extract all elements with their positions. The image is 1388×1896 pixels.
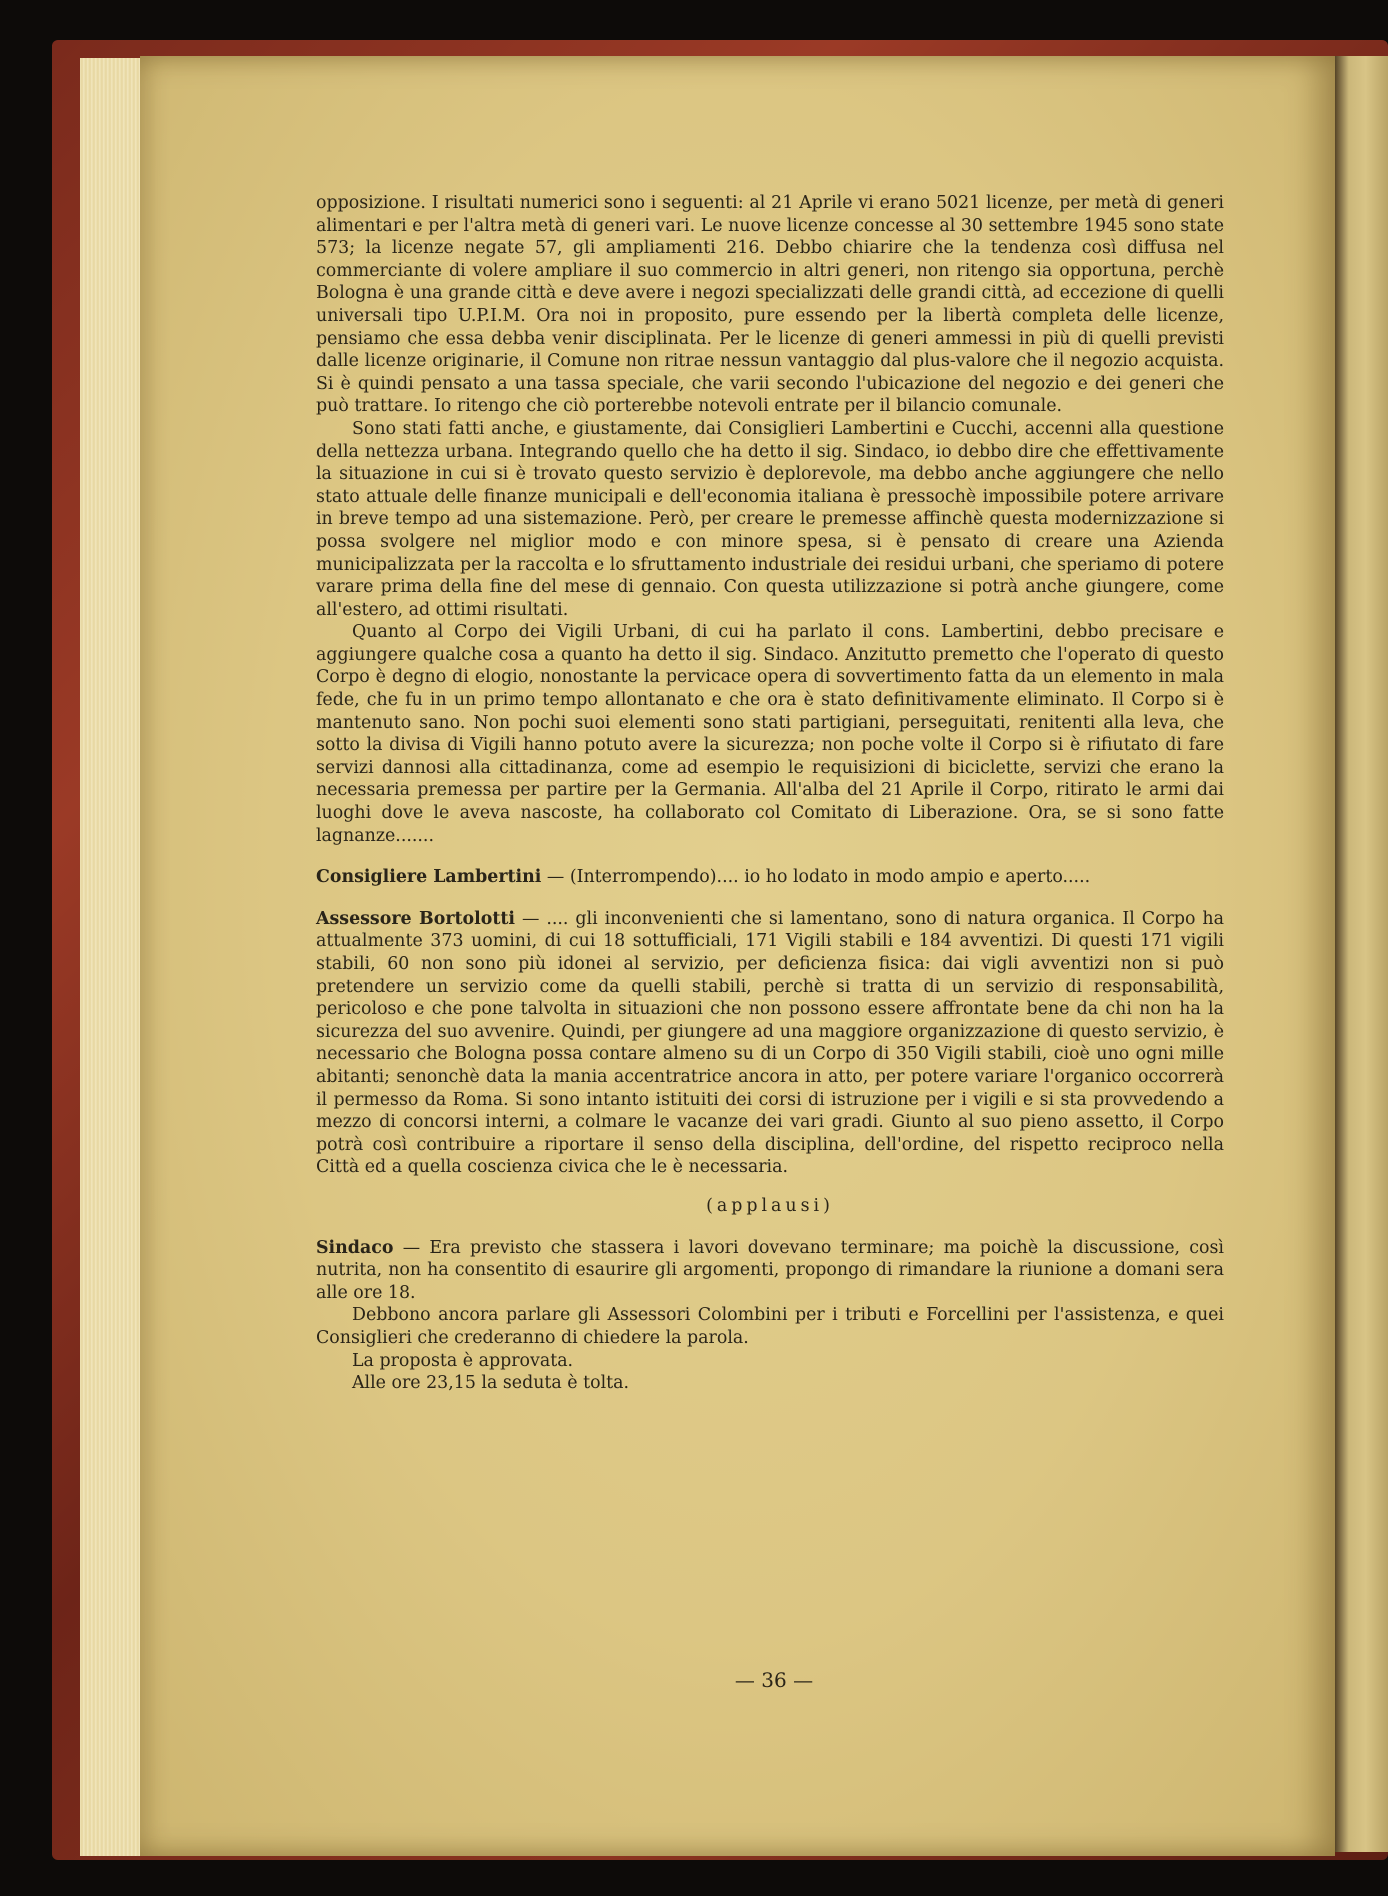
paragraph-nettezza-urbana: Sono stati fatti anche, e giustamente, dai Consiglieri Lambertini e Cucchi, accenni alla questione della nettezza urbana. Integrando quello che ha detto il sig. Sindaco, io debbo dire che effettivamente la situazione in cui si è trovato questo servizio è deplorevole, ma debbo anche aggiungere che nello stato attuale delle finanze municipali e dell'economia italiana è pressochè impossibile potere arrivare in breve tempo ad una sistemazione. Però, per creare le premesse affinchè questa modernizzazione si possa svolgere nel miglior modo e con minore spesa, si è pensato di creare una Azienda municipalizzata per la raccolta e lo sfruttamento industriale dei residui urbani, che speriamo di potere varare prima della fine del mese di gennaio. Con questa utilizzazione si potrà anche giungere, come all'estero, ad ottimi risultati. (316, 418, 1224, 620)
page-number: — 36 — (734, 1668, 814, 1692)
speech-text: — (Interrompendo).... io ho lodato in modo ampio e aperto..... (546, 867, 1091, 888)
page-body (316, 192, 1224, 1395)
paragraph-session-closed: Alle ore 23,15 la seduta è tolta. (352, 1373, 630, 1394)
speech-lambertini (316, 866, 1224, 889)
paragraph-vigili-urbani: Quanto al Corpo dei Vigili Urbani, di cui ha parlato il cons. Lambertini, debbo precisare e aggiungere qualche cosa a quanto ha detto il sig. Sindaco. Anzitutto premetto che l'operato di questo Corpo è degno di elogio, nonostante la pervicace opera di sovvertimento fatta da un elemento in mala fede, che fu in un primo tempo allontanato e che ora è stato definitivamente eliminato. Il Corpo si è mantenuto sano. Non pochi suoi elementi sono stati partigiani, perseguitati, renitenti alla leva, che sotto la divisa di Vigili hanno potuto avere la sicurezza; non poche volte il Corpo si è rifiutato di fare servizi dannosi alla cittadinanza, come ad esempio le requisizioni di biciclette, servizi che erano la necessaria premessa per partire per la Germania. All'alba del 21 Aprile il Corpo, ritirato le armi dai luoghi dove le aveva nascoste, ha collaborato col Comitato di Liberazione. Ora, se si sono fatte lagnanze....... (316, 622, 1224, 846)
speech-sindaco (316, 1237, 1224, 1305)
speech-bortolotti (316, 908, 1224, 1179)
paragraph-opening: opposizione. I risultati numerici sono i seguenti: al 21 Aprile vi erano 5021 licenze, per metà di generi alimentari e per l'altra metà di generi vari. Le nuove licenze concesse al 30 settembre 1945 sono state 573; la licenze negate 57, gli ampliamenti 216. Debbo chiarire che la tendenza così diffusa nel commerciante di volere ampliare il suo commercio in altri generi, non ritengo sia opportuna, perchè Bologna è una grande città e deve avere i negozi specializzati delle grandi città, ad eccezione di quelli universali tipo U.P.I.M. Ora noi in proposito, pure essendo per la libertà completa delle licenze, pensiamo che essa debba venir disciplinata. Per le licenze di generi ammessi in più di quelli previsti dalle licenze originarie, il Comune non ritrae nessun vantaggio dal plus-valore che il negozio acquista. Si è quindi pensato a una tassa speciale, che varii secondo l'ubicazione del negozio e dei generi che può trattare. Io ritengo che ciò porterebbe notevoli entrate per il bilancio comunale. (316, 193, 1224, 417)
speech-text: — .... gli inconvenienti che si lamentano, sono di natura organica. Il Corpo ha attualmente 373 uomini, di cui 18 sottufficiali, 171 Vigili stabili e 184 avventizi. Di questi 171 vigili stabili, 60 non sono più idonei al servizio, per deficienza fisica: dai vigli avventizi non si può pretendere un servizio come da quelli stabili, perchè si tratta di un servizio di responsabilità, pericoloso e che pone talvolta in situazioni che non possono essere affrontate bene da chi non ha la sicurezza del suo avvenire. Quindi, per giungere ad una maggiore organizzazione di questo servizio, è necessario che Bologna possa contare almeno su di un Corpo di 350 Vigili stabili, cioè uno ogni mille abitanti; senonchè data la mania accentratrice ancora in atto, per potere variare l'organico occorrerà il permesso da Roma. Si sono intanto istituiti dei corsi di istruzione per i vigili e si sta provvedendo a mezzo di concorsi interni, a colmare le vacanze dei vari gradi. Giunto al suo pieno assetto, il Corpo potrà così contribuire a riportare il senso della disciplina, dell'ordine, del rispetto reciproco nella Città ed a quella coscienza civica che le è necessaria. (316, 908, 1224, 1178)
speaker-name: Consigliere Lambertini (316, 867, 542, 888)
paragraph-remaining-speakers: Debbono ancora parlare gli Assessori Colombini per i tributi e Forcellini per l'assistenza, e quei Consiglieri che crederanno di chiedere la parola. (316, 1305, 1224, 1348)
book-spine (1332, 56, 1388, 1852)
speaker-name: Sindaco (316, 1237, 394, 1258)
speaker-name: Assessore Bortolotti (316, 908, 515, 929)
paragraph-proposal-approved: La proposta è approvata. (352, 1350, 574, 1371)
applause-note: (applausi) (706, 1195, 834, 1216)
speech-text: — Era previsto che stassera i lavori dovevano terminare; ma poichè la discussione, così nutrita, non ha consentito di esaurire gli argomenti, propongo di rimandare la riunione a domani sera alle ore 18. (316, 1237, 1224, 1303)
page-edges (80, 58, 144, 1856)
